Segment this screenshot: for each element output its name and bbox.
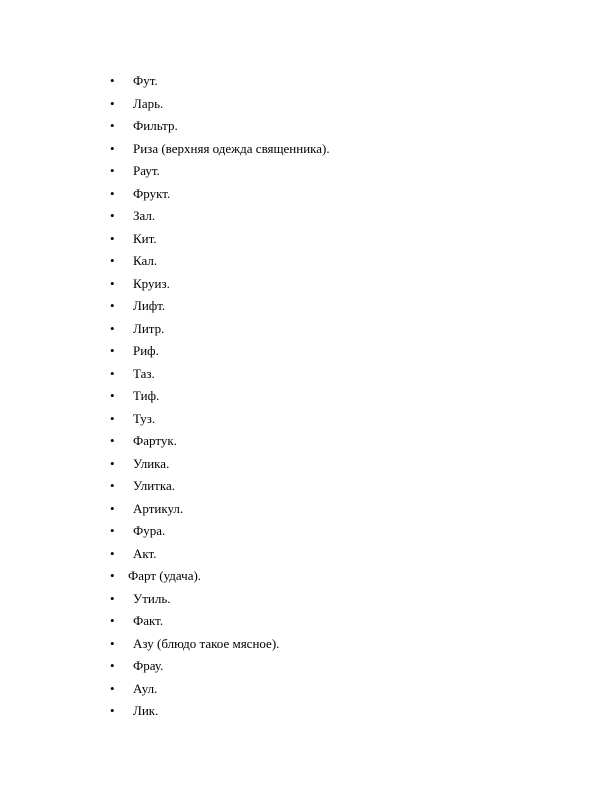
bullet: • (110, 298, 115, 313)
list-item-text: Фарт (удача). (128, 568, 202, 583)
bullet: • (110, 680, 115, 696)
bullet: • (110, 545, 115, 561)
list-item-text: Лик. (133, 703, 159, 718)
bullet: • (110, 703, 115, 718)
list-item-text: Лифт. (133, 298, 166, 313)
bullet: • (110, 208, 115, 223)
list-item-text: Зал. (133, 208, 156, 223)
bullet: • (110, 230, 115, 246)
list-item-text: Фильтр. (133, 118, 178, 133)
list-item-text: Риф. (133, 343, 159, 358)
list-item-text: Литр. (133, 320, 165, 336)
list-item-text: Фрукт. (133, 185, 171, 201)
list-item-text: Акт. (133, 545, 157, 561)
list-item-text: Туз. (133, 410, 156, 426)
bullet: • (110, 635, 115, 651)
bullet: • (110, 613, 115, 628)
bullet: • (110, 320, 115, 336)
bullet: • (110, 73, 115, 88)
bullet: • (110, 455, 115, 471)
list-item-text: Улика. (133, 455, 170, 471)
list-item-text: Утиль. (133, 590, 171, 606)
bullet: • (110, 410, 115, 426)
bullet: • (110, 343, 115, 358)
bullet: • (110, 140, 115, 156)
list-item-text: Фут. (133, 73, 158, 88)
list-item-text: Азу (блюдо такое мясное). (133, 635, 280, 651)
bullet: • (110, 388, 115, 403)
list-item-text: Кит. (133, 230, 157, 246)
bullet: • (110, 365, 115, 381)
bullet: • (110, 433, 115, 448)
list-item-text: Круиз. (133, 275, 170, 291)
bullet: • (110, 523, 115, 538)
list-item-text: Факт. (133, 613, 164, 628)
bullet: • (110, 590, 115, 606)
bullet: • (110, 568, 115, 583)
bullet: • (110, 478, 115, 493)
list-item-text: Аул. (133, 680, 158, 696)
bullet: • (110, 185, 115, 201)
list-item-text: Кал. (133, 253, 158, 268)
list-item-text: Таз. (133, 365, 155, 381)
list-item-text: Ларь. (133, 95, 164, 111)
bullet: • (110, 95, 115, 111)
bullet: • (110, 658, 115, 673)
list-item-text: Риза (верхняя одежда священника). (133, 140, 330, 156)
list-item-text: Фартук. (133, 433, 177, 448)
bullet: • (110, 253, 115, 268)
list-item-text: Фрау. (133, 658, 164, 673)
bullet: • (110, 275, 115, 291)
bullet: • (110, 118, 115, 133)
list-item-text: Артикул. (133, 500, 184, 516)
list-item-text: Тиф. (133, 388, 160, 403)
list-item-text: Фура. (133, 523, 166, 538)
bullet: • (110, 500, 115, 516)
list-item-text: Раут. (133, 163, 160, 178)
list-item-text: Улитка. (133, 478, 176, 493)
bullet: • (110, 163, 115, 178)
